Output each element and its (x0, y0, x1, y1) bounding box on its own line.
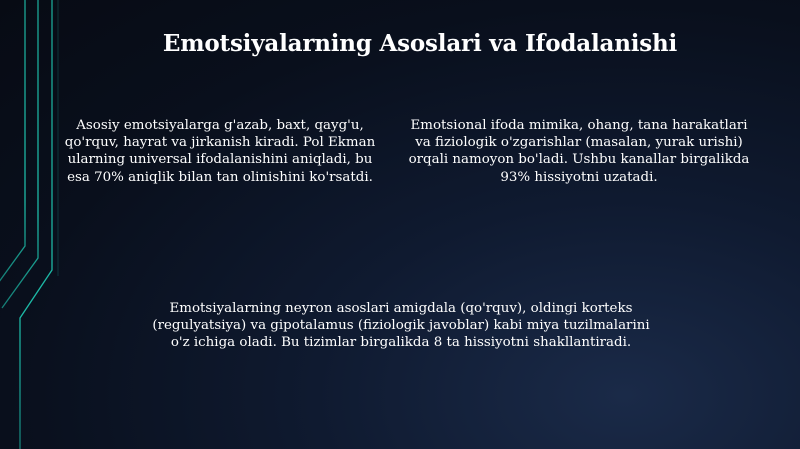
slide-title: Emotsiyalarning Asoslari va Ifodalanishi (162, 30, 678, 57)
decorative-circuit-lines (0, 0, 80, 449)
text-block-emotional-expression: Emotsional ifoda mimika, ohang, tana harakatlari va fiziologik o'zgarishlar (masalan, yurak urishi) orqali namoyon bo'ladi. Ushbu kanallar birgalikda 93% hissiyotni uzatadi. (408, 118, 750, 185)
text-block-neural-basis: Emotsiyalarning neyron asoslari amigdala (qo'rquv), oldingi korteks (regulyatsiya) va gipotalamus (fiziologik javoblar) kabi miya tuzilmalarini o'z ichiga oladi. Bu tizimlar birgalikda 8 ta hissiyotni shakllantiradi. (152, 301, 650, 351)
text-block-basic-emotions: Asosiy emotsiyalarga g'azab, baxt, qayg'u, qo'rquv, hayrat va jirkanish kiradi. Pol Ekman ularning universal ifodalanishini aniqladi, bu esa 70% aniqlik bilan tan olinishini ko'rsatdi. (64, 118, 376, 185)
